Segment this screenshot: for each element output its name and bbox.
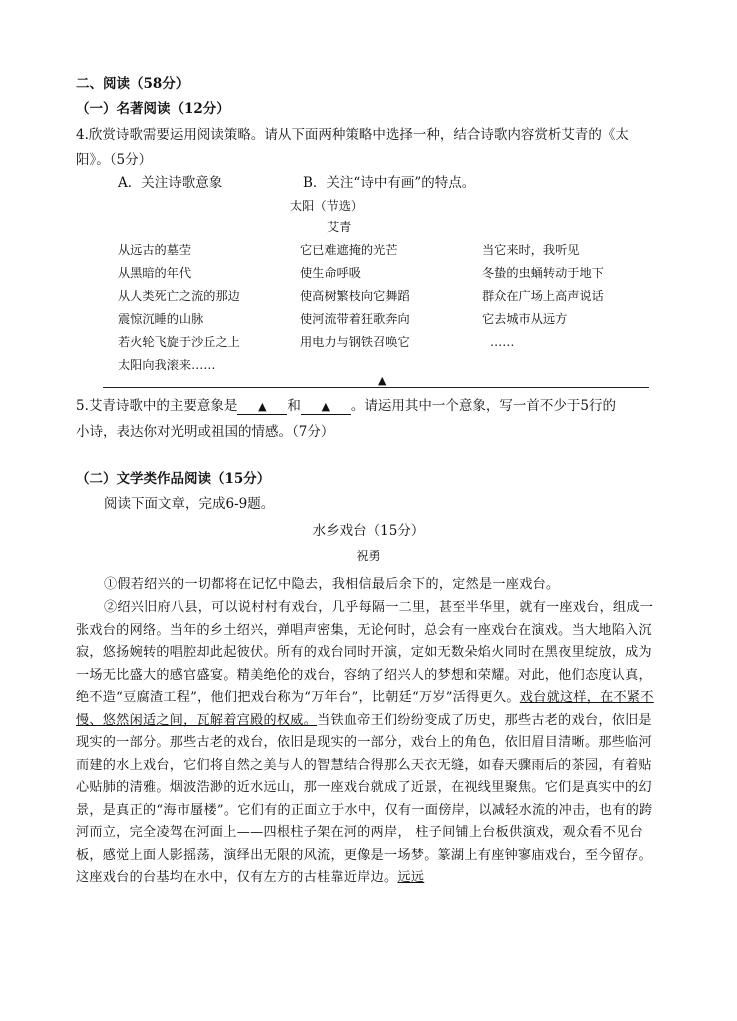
article-author: 祝勇 (356, 549, 381, 563)
poem-col1-line: 震惊沉睡的山脉 (118, 312, 204, 326)
poem-col1-line: 若火轮飞旋于沙丘之上 (118, 335, 240, 349)
paragraph-2-text-b: 当铁血帝王们纷纷变成了历史，那些古老的戏台，依旧是现实的一部分。那些古老的戏台，依旧是现实的一部分，戏台上的角色，依旧眉目清晰。那些临河而建的水上戏台，它们将自然之美与人的智慧结合得那么天衣无缝，如春天骤雨后的茶园，有着贴心贴肺的清雅。烟波浩渺的近水远山，那一座戏台就成了近景，在视线里聚焦。它们是真实中的幻景，是真正的“海市蜃楼”。它们有的正面立于水中，仅有一面傍岸，以减轻水流的冲击，也有的跨河而立，完全凌驾在河面上——四根柱子架在河的两岸， 柱子间铺上台板供演戏，观众看不见台板，感觉上面人影摇荡，演绎出无限的风流，更像是一场梦。篆湖上有座钟寥庙戏台，至今留存。这座戏台的台基均在水中，仅有左方的古桂靠近岸边。 (76, 712, 653, 885)
answer-marker: ▲ (378, 374, 387, 387)
poem-col1-line: 从远古的墓茔 (118, 243, 192, 257)
poem-col1-line: 太阳向我滚来…… (118, 358, 216, 372)
poem-col2-line: 使河流带着狂歌奔向 (300, 312, 410, 326)
poem-col2-line: 它已难遮掩的光芒 (300, 243, 398, 257)
paragraph-1-text: ①假若绍兴的一切都将在记忆中隐去，我相信最后余下的，定然是一座戏台。 (104, 577, 560, 592)
paragraph-2-text-a: ②绍兴旧府八县，可以说村村有戏台，几乎每隔一二里，甚至半华里，就有一座戏台，组成一张戏台的网络。当年的乡土绍兴，弹唱声密集，无论何时，总会有一座戏台在演戏。当大地陷入沉寂，悠扬婉转的唱腔却此起彼伏。所有的戏台同时开演，定如无数朵焰火同时在黑夜里绽放，成为一场无比盛大的感官盛宴。精美绝伦的戏台，容纳了绍兴人的梦想和荣耀。对此，他们态度认真，绝不造“豆腐渣工程”，他们把戏台称为“万年台”，比朝廷“万岁”活得更久。 (76, 600, 654, 705)
question-4-line-1: 4.欣赏诗歌需要运用阅读策略。请从下面两种策略中选择一种，结合诗歌内容赏析艾青的《太 (76, 127, 629, 143)
question-5-line-1 (76, 396, 616, 416)
poem-col3-line: 群众在广场上高声说话 (482, 289, 604, 303)
answer-blank-2[interactable]: ▲ (301, 400, 351, 415)
article-title: 水乡戏台（15分） (312, 523, 425, 539)
poem-col1-line: 从黑暗的年代 (118, 266, 192, 280)
section-heading: 二、阅读（58分） (76, 76, 190, 92)
question-4-line-2: 阳》。（5分） (76, 152, 153, 168)
paragraph-2-underlined: 戏台就这样，在不紧不慢、悠然闲适之间，瓦解着宫殿的权威。 (76, 690, 654, 728)
poem-title: 太阳（节选） (290, 199, 364, 213)
poem-col3-line: 它去城市从远方 (482, 312, 568, 326)
reading-instruction: 阅读下面文章，完成6-9题。 (104, 496, 275, 512)
question-5-and: 和 (287, 398, 301, 414)
question-5-text-2: 。请运用其中一个意象，写一首不少于5行的 (350, 398, 616, 414)
part-one-heading: （一）名著阅读（12分） (76, 101, 230, 117)
poem-col1-line: 从人类死亡之流的那边 (118, 289, 240, 303)
answer-line (103, 387, 649, 388)
option-b: B．关注“诗中有画”的特点。 (303, 175, 476, 191)
poem-col3-line: 当它来时，我听见 (482, 243, 580, 257)
poem-col3-line: 冬蛰的虫蛹转动于地下 (482, 266, 604, 280)
poem-col2-line: 用电力与钢铁召唤它 (300, 335, 410, 349)
question-5-line-2: 小诗，表达你对光明或祖国的情感。（7分） (76, 424, 335, 440)
poem-col2-line: 使生命呼吸 (300, 266, 361, 280)
option-a: A．关注诗歌意象 (118, 175, 223, 191)
poem-author: 艾青 (327, 220, 352, 234)
article-paragraph-2 (76, 597, 664, 890)
poem-col2-line: 使高树繁枝向它舞蹈 (300, 289, 410, 303)
part-two-heading: （二）文学类作品阅读（15分） (76, 471, 271, 487)
article-paragraph-1 (104, 574, 664, 597)
answer-blank-1[interactable]: ▲ (237, 400, 287, 415)
paragraph-2-tail: 远远 (397, 870, 425, 885)
poem-col3-line: …… (490, 335, 515, 349)
question-5-text: 5.艾青诗歌中的主要意象是 (76, 398, 238, 414)
